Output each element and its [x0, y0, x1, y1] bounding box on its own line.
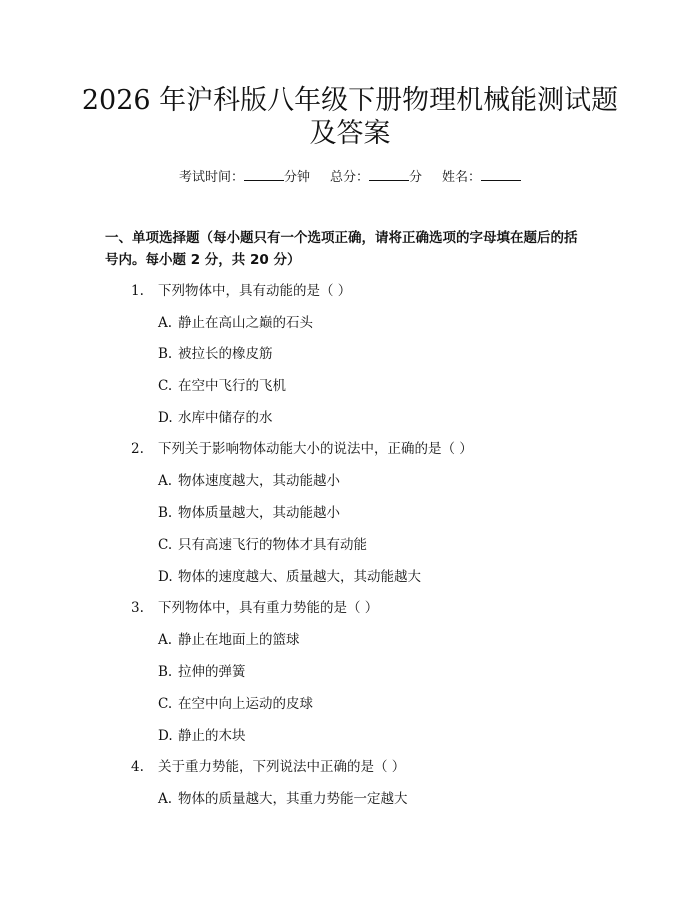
name-label: 姓名：	[442, 170, 482, 185]
option-text: 物体质量越大，其动能越小	[178, 505, 340, 521]
question-3	[131, 598, 378, 618]
option-label: C.	[158, 378, 173, 394]
question-1-option-a	[158, 313, 313, 333]
exam-time-field	[179, 168, 310, 188]
question-number: 3.	[131, 600, 144, 616]
question-number: 1.	[131, 283, 144, 299]
option-text: 物体的速度越大、质量越大，其动能越大	[178, 569, 421, 585]
question-1-option-c	[158, 376, 286, 396]
option-text: 在空中飞行的飞机	[178, 378, 286, 394]
section-heading-line-2: 号内。每小题 2 分，共 20 分）	[105, 252, 301, 268]
question-2-option-b	[158, 503, 340, 523]
question-number: 2.	[131, 441, 144, 457]
option-text: 只有高速飞行的物体才具有动能	[178, 537, 367, 553]
option-label: C.	[158, 696, 173, 712]
exam-time-unit: 分钟	[283, 170, 310, 185]
option-text: 被拉长的橡皮筋	[178, 346, 273, 362]
page-title-line-1: 2026 年沪科版八年级下册物理机械能测试题	[81, 85, 619, 116]
question-2-option-a	[158, 471, 340, 491]
option-label: A.	[158, 791, 173, 807]
option-label: D.	[158, 569, 173, 585]
total-score-unit: 分	[409, 170, 423, 185]
option-label: D.	[158, 410, 173, 426]
option-text: 静止在高山之巅的石头	[178, 315, 313, 331]
question-text: 关于重力势能，下列说法中正确的是（ ）	[158, 759, 406, 775]
question-2	[131, 439, 473, 459]
question-number: 4.	[131, 759, 144, 775]
option-label: C.	[158, 537, 173, 553]
exam-time-label: 考试时间：	[178, 170, 244, 185]
option-text: 在空中向上运动的皮球	[178, 696, 313, 712]
question-3-option-d	[158, 726, 246, 746]
option-label: A.	[158, 315, 173, 331]
name-field	[442, 168, 521, 188]
option-text: 水库中储存的水	[178, 410, 273, 426]
option-text: 拉伸的弹簧	[178, 664, 246, 680]
question-text: 下列关于影响物体动能大小的说法中，正确的是（ ）	[158, 441, 473, 457]
question-2-option-c	[158, 535, 367, 555]
question-1	[131, 281, 351, 301]
page-title-line-2: 及答案	[309, 118, 391, 149]
option-label: D.	[158, 728, 173, 744]
option-label: B.	[158, 505, 173, 521]
question-4	[131, 757, 405, 777]
name-blank	[481, 168, 521, 181]
option-label: B.	[158, 346, 173, 362]
exam-meta	[0, 168, 700, 188]
option-text: 物体的质量越大，其重力势能一定越大	[178, 791, 408, 807]
question-text: 下列物体中，具有重力势能的是（ ）	[158, 600, 379, 616]
option-text: 静止在地面上的篮球	[178, 632, 300, 648]
question-3-option-b	[158, 662, 246, 682]
question-2-option-d	[158, 567, 421, 587]
question-3-option-c	[158, 694, 313, 714]
option-text: 静止的木块	[178, 728, 246, 744]
total-score-label: 总分：	[329, 170, 369, 185]
total-score-blank	[369, 168, 409, 181]
section-heading-line-1: 一、单项选择题（每小题只有一个选项正确，请将正确选项的字母填在题后的括	[105, 230, 578, 246]
option-label: A.	[158, 632, 173, 648]
option-text: 物体速度越大，其动能越小	[178, 473, 340, 489]
total-score-field	[330, 168, 422, 188]
question-4-option-a	[158, 789, 408, 809]
question-3-option-a	[158, 630, 300, 650]
question-1-option-d	[158, 408, 273, 428]
question-1-option-b	[158, 344, 273, 364]
question-text: 下列物体中，具有动能的是（ ）	[158, 283, 352, 299]
option-label: B.	[158, 664, 173, 680]
option-label: A.	[158, 473, 173, 489]
exam-time-blank	[244, 168, 284, 181]
